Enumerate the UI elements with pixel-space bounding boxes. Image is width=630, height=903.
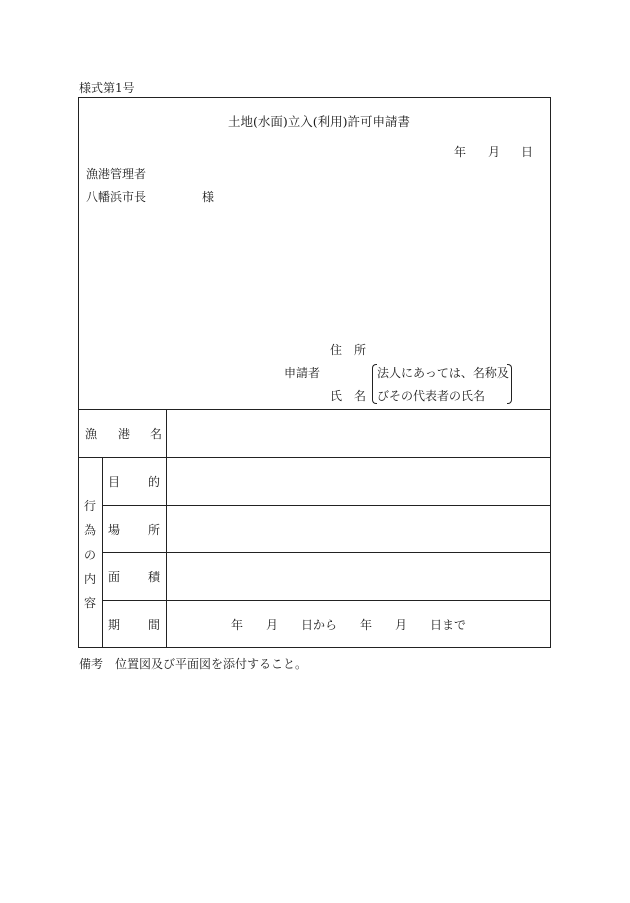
port-name-label-char-1: 漁 bbox=[85, 427, 98, 441]
period-from-year: 年 bbox=[231, 618, 244, 632]
port-name-label-char-2: 港 bbox=[118, 427, 131, 441]
area-label-char-2: 積 bbox=[148, 570, 161, 584]
group-column-rule bbox=[102, 457, 103, 648]
purpose-row-bottom-rule bbox=[102, 505, 551, 506]
port-name-field[interactable] bbox=[178, 417, 538, 449]
area-row-bottom-rule bbox=[102, 600, 551, 601]
addressee-title: 漁港管理者 bbox=[86, 167, 147, 181]
remarks-note: 備考 位置図及び平面図を添付すること。 bbox=[79, 657, 308, 671]
corporate-note-line-2: びその代表者の氏名 bbox=[377, 389, 486, 403]
period-label-char-1: 期 bbox=[108, 618, 121, 632]
date-day-label: 日 bbox=[521, 145, 534, 159]
name-label-char-2: 名 bbox=[354, 389, 367, 403]
corporate-note-line-1: 法人にあっては、名称及 bbox=[377, 366, 509, 380]
period-to-year: 年 bbox=[360, 618, 373, 632]
location-field[interactable] bbox=[178, 513, 538, 545]
addressee-honorific: 様 bbox=[202, 190, 215, 204]
addressee-name: 八幡浜市長 bbox=[86, 190, 147, 204]
date-month-label: 月 bbox=[488, 145, 501, 159]
location-label-char-1: 場 bbox=[108, 523, 121, 537]
label-column-rule bbox=[166, 409, 167, 648]
action-content-label-char-1: 行 bbox=[84, 499, 97, 513]
address-label-char-1: 住 bbox=[330, 343, 343, 357]
port-row-bottom-rule bbox=[78, 457, 551, 458]
name-label-char-1: 氏 bbox=[330, 389, 343, 403]
address-label-char-2: 所 bbox=[354, 343, 367, 357]
date-year-label: 年 bbox=[454, 145, 467, 159]
action-content-label-char-5: 容 bbox=[84, 596, 97, 610]
period-from-day: 日から bbox=[301, 618, 338, 632]
period-to-month: 月 bbox=[395, 618, 408, 632]
area-label-char-1: 面 bbox=[108, 570, 121, 584]
location-label-char-2: 所 bbox=[148, 523, 161, 537]
purpose-label-char-2: 的 bbox=[148, 475, 161, 489]
action-content-label-char-4: 内 bbox=[84, 572, 97, 586]
period-label-char-2: 間 bbox=[148, 618, 161, 632]
purpose-field[interactable] bbox=[178, 465, 538, 497]
action-content-label-char-2: 為 bbox=[84, 523, 97, 537]
period-to-day: 日まで bbox=[430, 618, 467, 632]
form-number: 様式第1号 bbox=[79, 81, 135, 95]
form-title: 土地(水面)立入(利用)許可申請書 bbox=[228, 114, 411, 129]
port-name-label-char-3: 名 bbox=[150, 427, 163, 441]
period-from-month: 月 bbox=[266, 618, 279, 632]
table-top-rule bbox=[78, 409, 551, 410]
applicant-label: 申請者 bbox=[284, 366, 321, 380]
location-row-bottom-rule bbox=[102, 552, 551, 553]
action-content-label-char-3: の bbox=[84, 548, 97, 562]
purpose-label-char-1: 目 bbox=[108, 475, 121, 489]
area-field[interactable] bbox=[178, 560, 538, 592]
